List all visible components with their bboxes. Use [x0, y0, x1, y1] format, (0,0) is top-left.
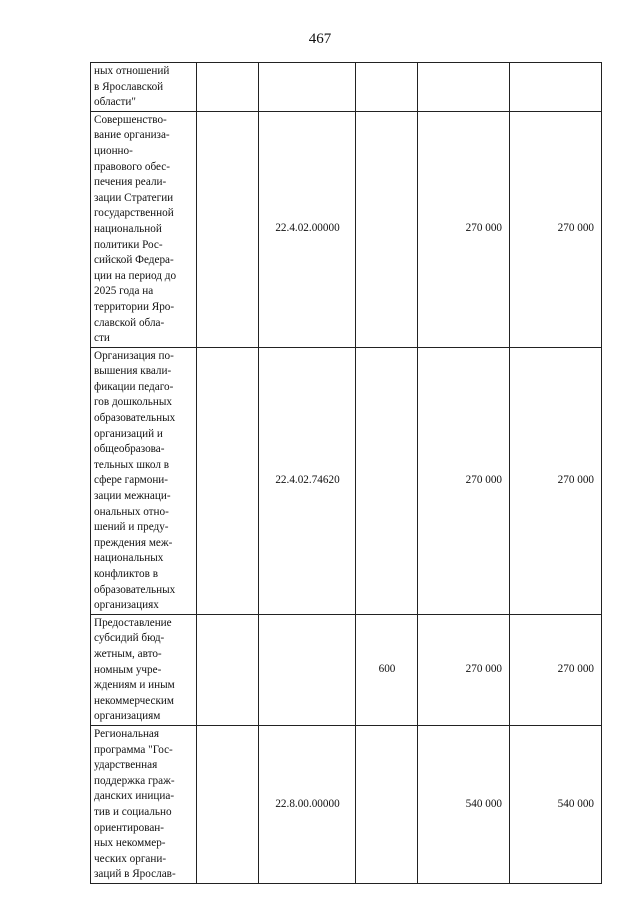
row-gr-cell	[197, 63, 259, 112]
row-vr-cell: 600	[356, 614, 418, 725]
row-code-cell: 22.8.00.00000	[259, 725, 356, 883]
row-gr-cell	[197, 614, 259, 725]
budget-table	[90, 62, 602, 884]
row-amount2-cell: 270 000	[510, 111, 602, 347]
table-row	[91, 111, 602, 347]
table-row	[91, 614, 602, 725]
row-amount1-cell: 270 000	[418, 111, 510, 347]
row-vr-cell	[356, 347, 418, 614]
row-amount1-cell: 270 000	[418, 614, 510, 725]
row-amount2-cell: 270 000	[510, 614, 602, 725]
row-amount1-cell: 540 000	[418, 725, 510, 883]
table-row	[91, 347, 602, 614]
row-name-cell: Организация по- вышения квали- фикации педаго- гов дошкольных образовательных организаций и общеобразова- тельных школ в сфере гармони- зации межнаци- ональных отно- шений и преду- преждения меж- национальных конфликтов в образовательных организациях	[91, 347, 197, 614]
row-vr-cell	[356, 63, 418, 112]
row-gr-cell	[197, 111, 259, 347]
table-row	[91, 63, 602, 112]
row-gr-cell	[197, 347, 259, 614]
row-gr-cell	[197, 725, 259, 883]
page-number: 467	[308, 31, 332, 47]
row-amount1-cell	[418, 63, 510, 112]
row-code-cell	[259, 614, 356, 725]
row-vr-cell	[356, 111, 418, 347]
row-name-cell: Предоставление субсидий бюд- жетным, авто- номным учре- ждениям и иным некоммерческим организациям	[91, 614, 197, 725]
row-amount2-cell: 270 000	[510, 347, 602, 614]
row-code-cell	[259, 63, 356, 112]
row-name-cell: Совершенство- вание организа- ционно- правового обес- печения реали- зации Стратегии государственной национальной политики Рос- сийской Федера- ции на период до 2025 года на территории Яро- славской обла- сти	[91, 111, 197, 347]
row-code-cell: 22.4.02.74620	[259, 347, 356, 614]
row-amount2-cell	[510, 63, 602, 112]
row-name-cell: ных отношений в Ярославской области"	[91, 63, 197, 112]
row-amount1-cell: 270 000	[418, 347, 510, 614]
row-amount2-cell: 540 000	[510, 725, 602, 883]
row-code-cell: 22.4.02.00000	[259, 111, 356, 347]
row-name-cell: Региональная программа "Гос- ударственная поддержка граж- данских инициа- тив и социально ориентирован- ных некоммер- ческих органи- заций в Ярослав-	[91, 725, 197, 883]
row-vr-cell	[356, 725, 418, 883]
table-row	[91, 725, 602, 883]
